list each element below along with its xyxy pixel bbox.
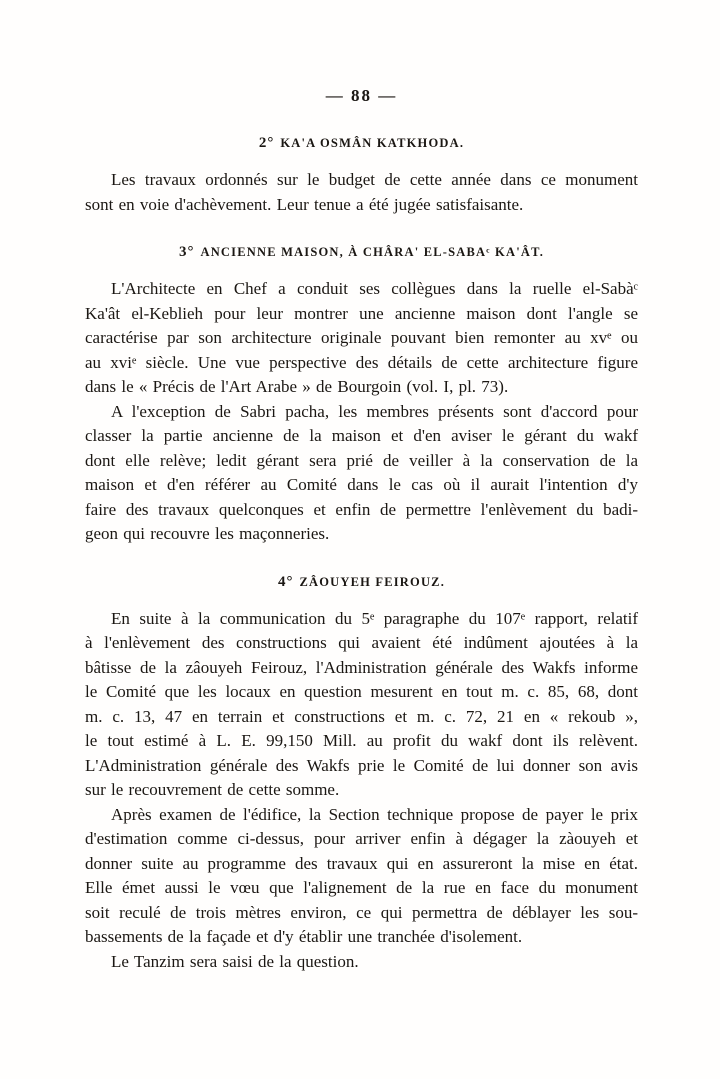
text-line: donner suite au programme des travaux qui en assureront la mise en état. <box>85 853 638 873</box>
text-line: Le Tanzim sera saisi de la question. <box>111 951 359 971</box>
paragraph <box>85 277 638 400</box>
section-heading <box>85 243 638 261</box>
text-line: Ka'ât el-Keblieh pour leur montrer une ancienne maison dont l'angle se <box>85 303 638 323</box>
section-heading <box>85 573 638 591</box>
section-title: ZÂOUYEH FEIROUZ. <box>299 574 446 589</box>
text-line: maison et d'en référer au Comité dans le cas où il aurait l'intention d'y <box>85 475 638 494</box>
section-ancienne-maison <box>85 243 638 547</box>
text-line: Les travaux ordonnés sur le budget de cette année dans ce monument <box>111 170 638 189</box>
text-line: faire des travaux quelconques et enfin de permettre l'enlèvement du badi- <box>85 499 638 519</box>
text-line: d'estimation comme ci-dessus, pour arriver enfin à dégager la zàouyeh et <box>85 829 638 848</box>
text-line: m. c. 13, 47 en terrain et constructions et m. c. 72, 21 en « rekoub », <box>85 706 638 726</box>
text-line: dans le « Précis de l'Art Arabe » de Bourgoin (vol. I, pl. 73). <box>85 377 509 396</box>
section-title: KA'A OSMÂN KATKHODA. <box>280 136 465 150</box>
text-line: dont elle relève; ledit gérant sera prié de veiller à la conservation de la <box>85 450 638 470</box>
text-line: au xviᵉ siècle. Une vue perspective des détails de cette architecture figure <box>85 352 638 372</box>
text-line: bassements de la façade et d'y établir une tranchée d'isolement. <box>85 927 523 946</box>
paragraph <box>85 803 638 950</box>
section-ordinal: 4° <box>277 573 294 590</box>
text-line: sur le recouvrement de cette somme. <box>85 780 340 799</box>
page-number: — 88 — <box>325 86 398 105</box>
text-line: En suite à la communication du 5ᵉ paragraphe du 107ᵉ rapport, relatif <box>111 608 638 628</box>
section-ordinal: 2° <box>258 135 275 151</box>
text-line: Après examen de l'édifice, la Section technique propose de payer le prix <box>111 804 638 824</box>
paragraph <box>85 950 638 975</box>
section-title: ANCIENNE MAISON, À CHÂRA' EL-SABAᶜ KA'ÂT. <box>200 245 545 259</box>
text-line: caractérise par son architecture originale pouvant bien remonter au xvᵉ ou <box>85 328 638 347</box>
paragraph <box>85 400 638 547</box>
text-line: Elle émet aussi le vœu que l'alignement de la rue en face du monument <box>85 878 638 897</box>
section-heading <box>85 134 638 152</box>
text-line: sont en voie d'achèvement. Leur tenue a été jugée satisfaisante. <box>85 194 524 214</box>
paragraph <box>85 607 638 803</box>
section-kaa-osman-katkhoda <box>85 134 638 217</box>
text-line: soit reculé de trois mètres environ, ce qui permettra de déblayer les sou- <box>85 902 638 922</box>
paragraph <box>85 168 638 217</box>
text-line: geon qui recouvre les maçonneries. <box>85 524 330 543</box>
section-ordinal: 3° <box>178 244 195 260</box>
text-line: le Comité que les locaux en question mesurent en tout m. c. 85, 68, dont <box>85 682 638 701</box>
text-line: L'Administration générale des Wakfs prie le Comité de lui donner son avis <box>85 755 638 775</box>
text-line: A l'exception de Sabri pacha, les membres présents sont d'accord pour <box>111 401 638 421</box>
text-line: bâtisse de la zâouyeh Feirouz, l'Administration générale des Wakfs informe <box>85 657 638 677</box>
text-line: le tout estimé à L. E. 99,150 Mill. au profit du wakf dont ils relèvent. <box>85 731 638 750</box>
section-zaouyeh-feirouz <box>85 573 638 975</box>
text-line: à l'enlèvement des constructions qui avaient été indûment ajoutées à la <box>85 633 638 652</box>
text-line: L'Architecte en Chef a conduit ses collègues dans la ruelle el-Sabàᶜ <box>111 279 638 298</box>
text-line: classer la partie ancienne de la maison et d'en aviser le gérant du wakf <box>85 426 638 445</box>
